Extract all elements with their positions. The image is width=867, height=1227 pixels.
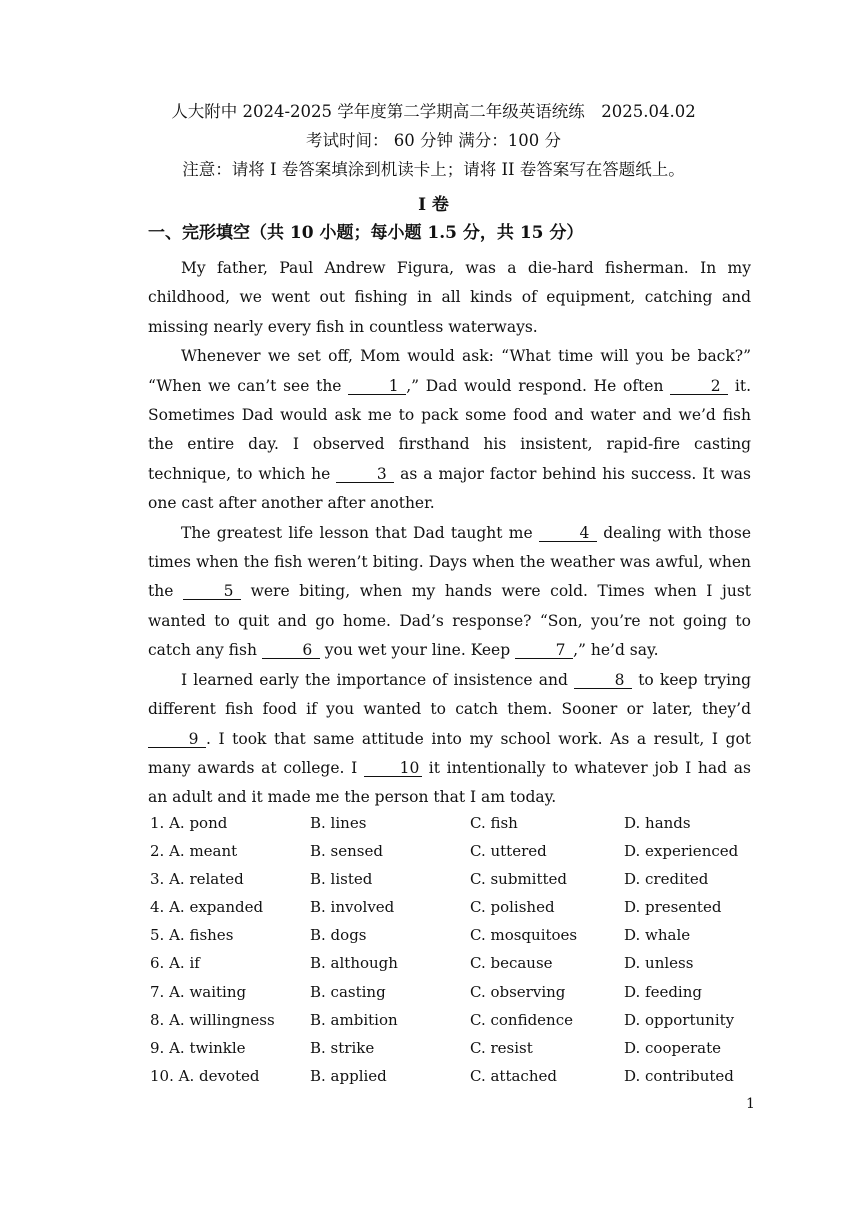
option-d: D. unless (624, 954, 694, 973)
option-a: 7. A. waiting (150, 982, 247, 1001)
option-c: C. attached (470, 1066, 557, 1085)
option-b: B. dogs (310, 926, 367, 945)
option-row-9 (150, 1039, 750, 1067)
blank-9: 9 (148, 731, 206, 748)
blank-8: 8 (574, 672, 632, 689)
blank-6: 6 (262, 642, 320, 659)
option-a: 8. A. willingness (150, 1010, 275, 1029)
option-b: B. casting (310, 982, 386, 1001)
option-row-7 (150, 983, 750, 1011)
option-c: C. observing (470, 982, 566, 1001)
option-b: B. lines (310, 814, 367, 832)
option-d: D. experienced (624, 842, 739, 861)
blank-1: 1 (348, 378, 406, 395)
option-a: 6. A. if (150, 954, 200, 973)
option-c: C. resist (470, 1038, 533, 1057)
option-d: D. feeding (624, 982, 702, 1001)
option-b: B. sensed (310, 842, 383, 861)
option-row-5 (150, 926, 750, 954)
option-row-10 (150, 1067, 750, 1095)
option-b: B. strike (310, 1038, 375, 1057)
option-d: D. whale (624, 926, 691, 945)
option-row-1 (150, 814, 750, 842)
option-a: 2. A. meant (150, 842, 238, 861)
option-d: D. contributed (624, 1066, 734, 1085)
option-c: C. submitted (470, 870, 567, 889)
paragraph-4: I learned early the importance of insistence and 8 to keep trying different fish food if you wanted to catch them. Sooner or later, they’d 9 . I took that same attitude into my school work. As a result, I got many awards at college. I 10 it intentionally to whatever job I had as an adult and it made me the person that I am today. (148, 670, 751, 807)
paragraph-1: My father, Paul Andrew Figura, was a die-hard fisherman. In my childhood, we went out fishing in all kinds of equipment, catching and missing nearly every fish in countless waterways. (148, 259, 751, 336)
blank-5: 5 (183, 583, 241, 600)
option-d: D. presented (624, 898, 722, 917)
blank-10: 10 (364, 760, 422, 777)
part-title: I 卷 (418, 195, 449, 215)
option-a: 1. A. pond (150, 814, 228, 832)
option-row-3 (150, 870, 750, 898)
option-a: 3. A. related (150, 870, 244, 889)
option-a: 5. A. fishes (150, 926, 234, 945)
option-row-4 (150, 898, 750, 926)
exam-notice: 注意：请将 I 卷答案填涂到机读卡上；请将 II 卷答案写在答题纸上。 (182, 160, 685, 179)
option-c: C. mosquitoes (470, 926, 578, 945)
answer-options (150, 814, 750, 1095)
paragraph-3: The greatest life lesson that Dad taught me 4 dealing with those times when the fish weren’t biting. Days when the weather was awful, when the 5 were biting, when my hands were cold. Times when I just wanted to quit and go home. Dad’s response? “Son, you’re not going to catch any fish 6 you wet your line. Keep 7 ,” he’d say. (148, 523, 752, 660)
option-c: C. confidence (470, 1010, 573, 1029)
option-d: D. cooperate (624, 1038, 721, 1057)
option-b: B. applied (310, 1066, 387, 1085)
page-number: 1 (746, 1096, 755, 1112)
exam-info: 考试时间： 60 分钟 满分：100 分 (306, 131, 561, 150)
paragraph-2: Whenever we set off, Mom would ask: “What time will you be back?” “When we can’t see the 1 ,” Dad would respond. He often 2 it. Sometimes Dad would ask me to pack some food and water and we’d fish the entire day. I observed firsthand his insistent, rapid-fire casting technique, to which he 3 as a major factor behind his success. It was one cast after another after another. (148, 347, 752, 513)
blank-2: 2 (670, 378, 728, 395)
option-c: C. uttered (470, 842, 547, 861)
blank-4: 4 (539, 525, 597, 542)
blank-3: 3 (336, 466, 394, 483)
option-d: D. hands (624, 814, 691, 832)
option-d: D. credited (624, 870, 709, 889)
option-row-8 (150, 1011, 750, 1039)
option-row-2 (150, 842, 750, 870)
section-title: 一、完形填空（共 10 小题；每小题 1.5 分，共 15 分） (148, 223, 584, 243)
option-a: 4. A. expanded (150, 898, 264, 917)
exam-title: 人大附中 2024-2025 学年度第二学期高二年级英语统练 2025.04.02 (171, 102, 696, 121)
cloze-passage (148, 254, 751, 813)
option-b: B. listed (310, 870, 373, 889)
option-b: B. ambition (310, 1010, 398, 1029)
blank-7: 7 (515, 642, 573, 659)
option-b: B. although (310, 954, 398, 973)
option-b: B. involved (310, 898, 395, 917)
option-c: C. because (470, 954, 553, 973)
option-d: D. opportunity (624, 1010, 735, 1029)
option-row-6 (150, 954, 750, 982)
option-a: 10. A. devoted (150, 1066, 260, 1085)
option-a: 9. A. twinkle (150, 1038, 246, 1057)
option-c: C. polished (470, 898, 555, 917)
option-c: C. fish (470, 814, 518, 832)
